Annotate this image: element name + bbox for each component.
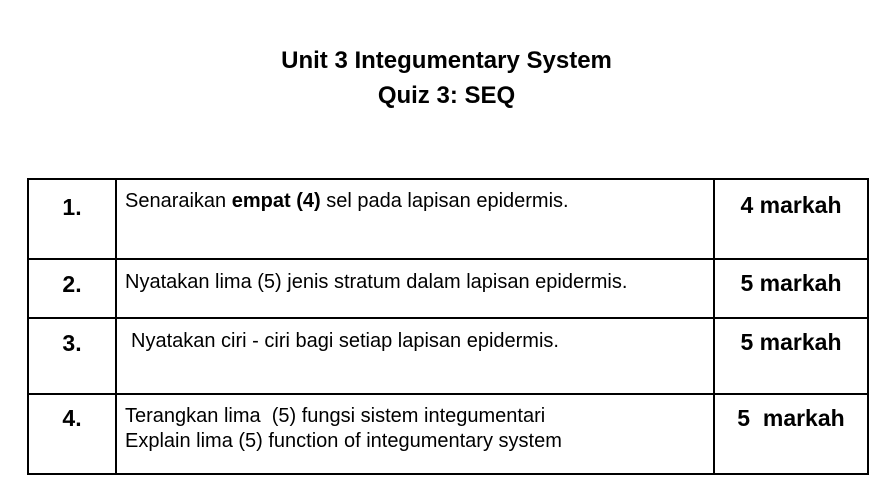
question-text-part: sel pada lapisan epidermis. <box>320 190 569 212</box>
table-row <box>28 259 868 318</box>
question-text: Nyatakan lima (5) jenis stratum dalam lapisan epidermis. <box>116 259 714 318</box>
question-number: 2. <box>28 259 116 318</box>
table-row <box>28 318 868 394</box>
table-row <box>28 179 868 259</box>
question-marks: 4 markah <box>714 179 868 259</box>
quiz-table <box>27 178 869 475</box>
question-text-line: Explain lima (5) function of integumentary system <box>125 430 562 452</box>
question-text <box>116 394 714 474</box>
table-row <box>28 394 868 474</box>
question-marks: 5 markah <box>714 318 868 394</box>
question-text-part: Senaraikan <box>125 190 232 212</box>
question-number: 4. <box>28 394 116 474</box>
question-text: Nyatakan ciri - ciri bagi setiap lapisan epidermis. <box>116 318 714 394</box>
document-title: Unit 3 Integumentary System <box>281 47 612 74</box>
document-subtitle: Quiz 3: SEQ <box>377 82 516 109</box>
question-text <box>116 179 714 259</box>
question-text-bold: empat (4) <box>231 190 321 212</box>
question-number: 1. <box>28 179 116 259</box>
question-number: 3. <box>28 318 116 394</box>
question-text-line: Terangkan lima (5) fungsi sistem integumentari <box>125 405 546 427</box>
question-marks: 5 markah <box>714 394 868 474</box>
question-marks: 5 markah <box>714 259 868 318</box>
